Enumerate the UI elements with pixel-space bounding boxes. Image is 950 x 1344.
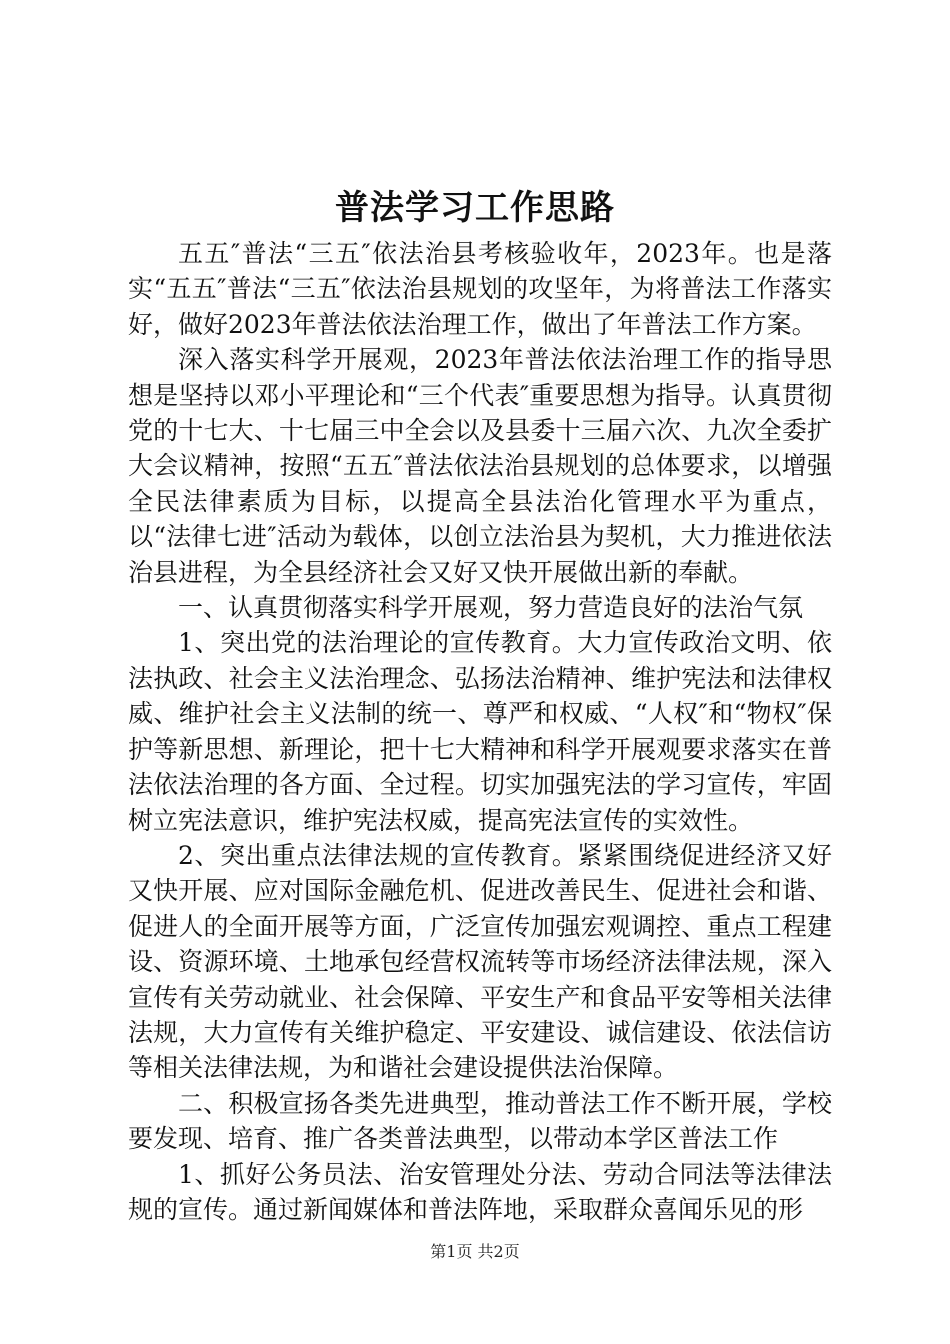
document-body <box>128 236 832 1227</box>
paragraph-item-1-2: 2、突出重点法律法规的宣传教育。紧紧围绕促进经济又好又快开展、应对国际金融危机、促进改善民生、促进社会和谐、促进人的全面开展等方面，广泛宣传加强宏观调控、重点工程建设、资源环境、土地承包经营权流转等市场经济法律法规，深入宣传有关劳动就业、社会保障、平安生产和食品平安等相关法律法规，大力宣传有关维护稳定、平安建设、诚信建设、依法信访等相关法律法规，为和谐社会建设提供法治保障。 <box>128 840 832 1083</box>
paragraph-item-2-1: 1、抓好公务员法、治安管理处分法、劳动合同法等法律法规的宣传。通过新闻媒体和普法阵地，采取群众喜闻乐见的形 <box>128 1159 832 1224</box>
paragraph-item-1-1: 1、突出党的法治理论的宣传教育。大力宣传政治文明、依法执政、社会主义法治理念、弘扬法治精神、维护宪法和法律权威、维护社会主义法制的统一、尊严和权威、“人权″和“物权″保护等新思想、新理论，把十七大精神和科学开展观要求落实在普法依法治理的各方面、全过程。切实加强宪法的学习宣传，牢固树立宪法意识，维护宪法权威，提高宪法宣传的实效性。 <box>128 628 832 835</box>
paragraph-intro: 五五″普法“三五″依法治县考核验收年，2023年。也是落实“五五″普法“三五″依法治县规划的攻坚年，为将普法工作落实好，做好2023年普法依法治理工作，做出了年普法工作方案。 <box>128 239 832 339</box>
page-number-footer: 第1页 共2页 <box>430 1242 520 1261</box>
document-title: 普法学习工作思路 <box>335 188 615 228</box>
section-heading-one: 一、认真贯彻落实科学开展观，努力营造良好的法治气氛 <box>178 593 804 623</box>
paragraph-guiding-thought: 深入落实科学开展观，2023年普法依法治理工作的指导思想是坚持以邓小平理论和“三个代表″重要思想为指导。认真贯彻党的十七大、十七届三中全会以及县委十三届六次、九次全委扩大会议精神，按照“五五″普法依法治县规划的总体要求，以增强全民法律素质为目标，以提高全县法治化管理水平为重点，以“法律七进″活动为载体，以创立法治县为契机，大力推进依法治县进程，为全县经济社会又好又快开展做出新的奉献。 <box>128 345 832 587</box>
section-heading-two: 二、积极宣扬各类先进典型，推动普法工作不断开展，学校要发现、培育、推广各类普法典型，以带动本学区普法工作 <box>128 1088 832 1154</box>
